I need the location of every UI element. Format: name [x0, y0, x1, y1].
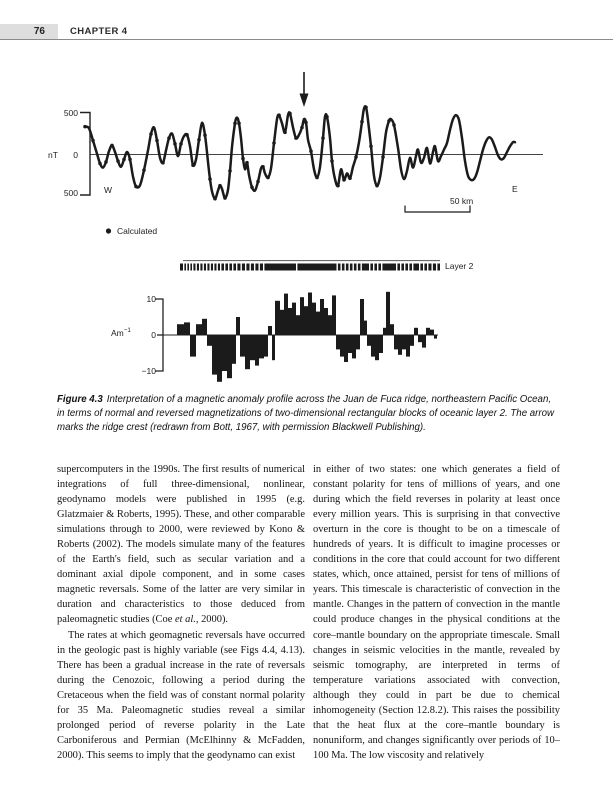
body-paragraph: in either of two states: one which generates a field of constant polarity for tens of millions of years, and one during which the field reverses in polarity at least once every million years. This is surprising in that convective overturn in the core is thought to be on a timescale of hundreds of years. It is difficult to imagine processes or conditions in the core that could account for two different states, which, once attained, persist for tens of millions of years. This timescale is characteristic of convection in the mantle. Changes in the pattern of convection in the mantle could produce changes in the physical conditions at the core–mantle boundary on the appropriate timescale. Small changes in seismic velocities in the mantle, revealed by seismic tomography, are interpreted in terms of temperature variations associated with convection, although they could in part be due to chemical inhomogeneity (Section 12.8.2). This raises the possibility that the heat flux at the core–mantle boundary is nonuniform, and changes significantly over periods of 10–100 Ma. The low viscosity and relatively	[313, 464, 560, 761]
scale-bar-label: 50 km	[450, 196, 474, 206]
figure-caption-text: Interpretation of a magnetic anomaly profile across the Juan de Fuca ridge, northeastern Pacific Ocean, in terms of normal and reversed magnetizations of two-dimensional rectangular blocks of oceanic layer 2. The arrow marks the ridge crest (redrawn from Bott, 1967, with permission Blackwell Publishing).	[57, 394, 554, 433]
body-paragraph: The rates at which geomagnetic reversals have occurred in the geologic past is highly variable (see Figs 4.4, 4.13). There has been a gradual increase in the rate of reversals during the Cenozoic, following a period during the Cretaceous when the field was of constant normal polarity for 35 Ma. Paleomagnetic studies reveal a similar prolonged period of reverse polarity in the Late Carboniferous and Permian (McElhinny & McFadden, 2000). This seems to imply that the geodynamo can exist	[57, 629, 305, 761]
mag-ytick-zero: 0	[151, 330, 156, 340]
mag-ytick-top: 10	[146, 294, 156, 304]
mag-ytick-bottom: −10	[141, 366, 156, 376]
east-label: E	[512, 184, 518, 194]
mag-unit-exponent: −1	[123, 327, 131, 334]
mag-unit-base: Am	[111, 327, 124, 338]
header-rule	[0, 39, 613, 40]
legend-label: Calculated	[117, 226, 158, 236]
body-column-right	[313, 462, 560, 763]
anomaly-axis-bracket	[80, 113, 90, 196]
anomaly-y-unit: nT	[48, 150, 58, 160]
legend-dot	[106, 228, 111, 233]
anomaly-ytick-bottom: 500	[63, 188, 78, 198]
ridge-crest-arrowhead	[300, 94, 309, 108]
page-number: 76	[33, 26, 45, 37]
figure-caption-label: Figure 4.3	[57, 394, 103, 405]
chapter-header: CHAPTER 4	[70, 26, 128, 37]
scale-bar	[405, 206, 470, 213]
mag-axis-unit	[111, 327, 131, 338]
layer2-label: Layer 2	[445, 261, 474, 271]
magnetization-axis-bracket	[155, 299, 163, 371]
figure-caption	[57, 393, 561, 434]
magnetization-bars	[177, 292, 437, 382]
calculated-dots	[83, 106, 396, 201]
anomaly-ytick-top: 500	[63, 108, 78, 118]
layer2-reversal-gaps	[183, 264, 437, 271]
body-column-left	[57, 462, 305, 763]
west-label: W	[104, 185, 113, 195]
anomaly-ytick-zero: 0	[73, 150, 78, 160]
layer2-bar	[180, 264, 440, 271]
anomaly-curve	[85, 106, 515, 199]
body-paragraph: supercomputers in the 1990s. The first results of numerical integrations of full three-dimensional, nonlinear, geodynamo models were published in 1995 (e.g. Glatzmaier & Roberts, 1995). These, and other comparable simulations through to 2000, were reviewed by Kono & Roberts (2002). The models simulate many of the features of the Earth's field, such as secular variation and a dominant axial dipole component, and in some cases magnetic reversals. Some of the latter are very similar in duration and characteristics to those deduced from paleomagnetic studies (Coe et al., 2000).	[57, 464, 305, 626]
